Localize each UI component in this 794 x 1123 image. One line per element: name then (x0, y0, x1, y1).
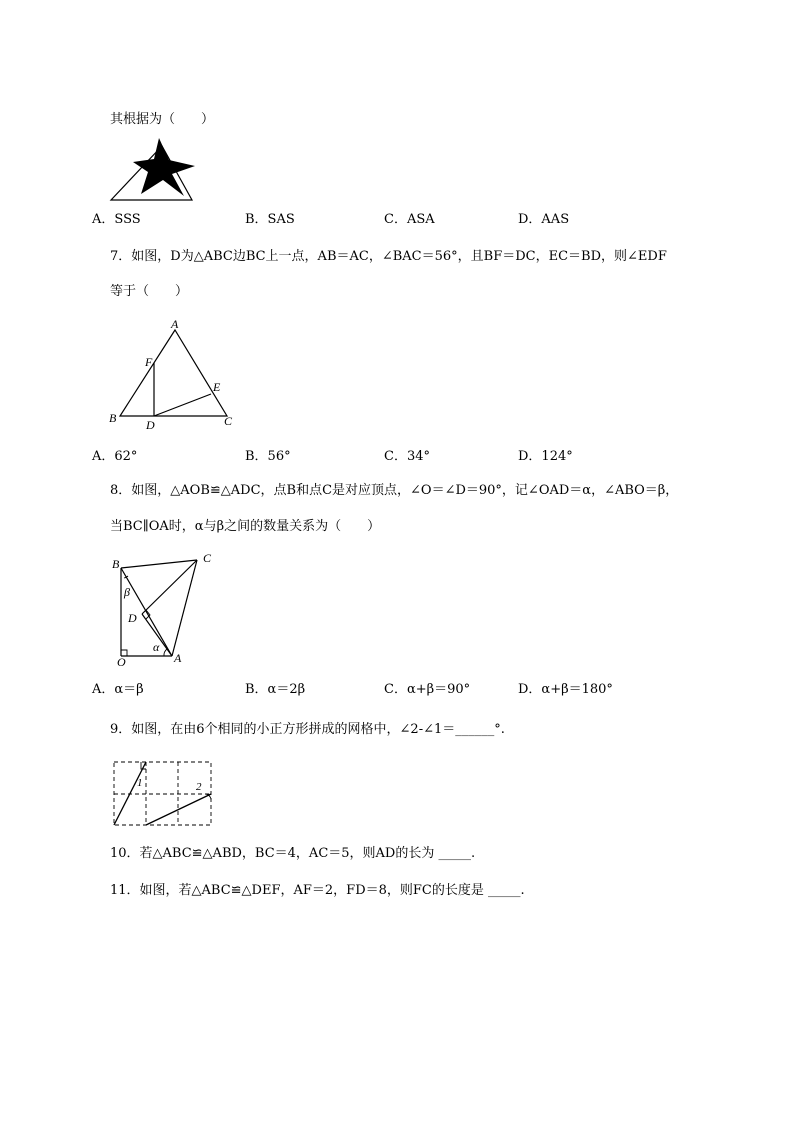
q9-angle-1-label: 1 (137, 777, 143, 789)
q7-label-e: E (213, 380, 221, 394)
q8-option-c: C．α+β＝90° (384, 682, 471, 697)
q7-option-d: D．124° (518, 449, 573, 464)
q6-option-a: A．SSS (92, 212, 141, 227)
q8-label-o: O (117, 655, 126, 669)
q8-prompt-line1: 8．如图，△AOB≌△ADC，点B和点C是对应顶点，∠O＝∠D＝90°，记∠OAD＝α，∠ABO＝β， (110, 483, 679, 498)
q8-prompt-line2: 当BC∥OA时，α与β之间的数量关系为（ ） (110, 519, 381, 534)
q7-label-b: B (109, 411, 117, 425)
q8-label-c: C (203, 551, 212, 565)
q7-option-a: A．62° (92, 449, 138, 464)
q6-option-c: C．ASA (384, 212, 435, 227)
q7-label-a: A (171, 317, 179, 331)
q8-label-alpha: α (153, 640, 160, 654)
q6-option-b: B．SAS (245, 212, 295, 227)
q7-label-d: D (146, 418, 155, 432)
q8-label-beta: β (124, 585, 130, 599)
q10-prompt: 10．若△ABC≌△ABD，BC＝4，AC＝5，则AD的长为 _____. (110, 846, 476, 861)
q8-option-d: D．α+β＝180° (518, 682, 613, 697)
q8-option-a: A．α＝β (92, 682, 144, 697)
q7-option-b: B．56° (245, 449, 291, 464)
q7-label-c: C (224, 414, 233, 428)
q7-prompt-line2: 等于（ ） (110, 284, 189, 299)
q8-figure (110, 550, 220, 668)
q6-option-d: D．AAS (518, 212, 570, 227)
q8-label-a: A (174, 651, 182, 665)
q7-figure (105, 315, 240, 430)
q9-prompt: 9．如图，在由6个相同的小正方形拼成的网格中，∠2-∠1＝______°. (110, 722, 505, 737)
q8-label-d: D (128, 611, 137, 625)
q6-prompt: 其根据为（ ） (110, 112, 215, 127)
q8-label-b: B (112, 557, 120, 571)
q7-option-c: C．34° (384, 449, 430, 464)
q11-prompt: 11．如图，若△ABC≌△DEF，AF＝2，FD＝8，则FC的长度是 _____. (110, 883, 525, 898)
q6-figure (108, 138, 198, 204)
q9-angle-2-label: 2 (196, 781, 202, 793)
q9-grid-figure (112, 760, 214, 828)
q7-prompt-line1: 7．如图，D为△ABC边BC上一点，AB＝AC，∠BAC＝56°，且BF＝DC，EC＝BD，则∠EDF (110, 249, 667, 264)
q8-option-b: B．α＝2β (245, 682, 306, 697)
q7-label-f: F (145, 355, 153, 369)
